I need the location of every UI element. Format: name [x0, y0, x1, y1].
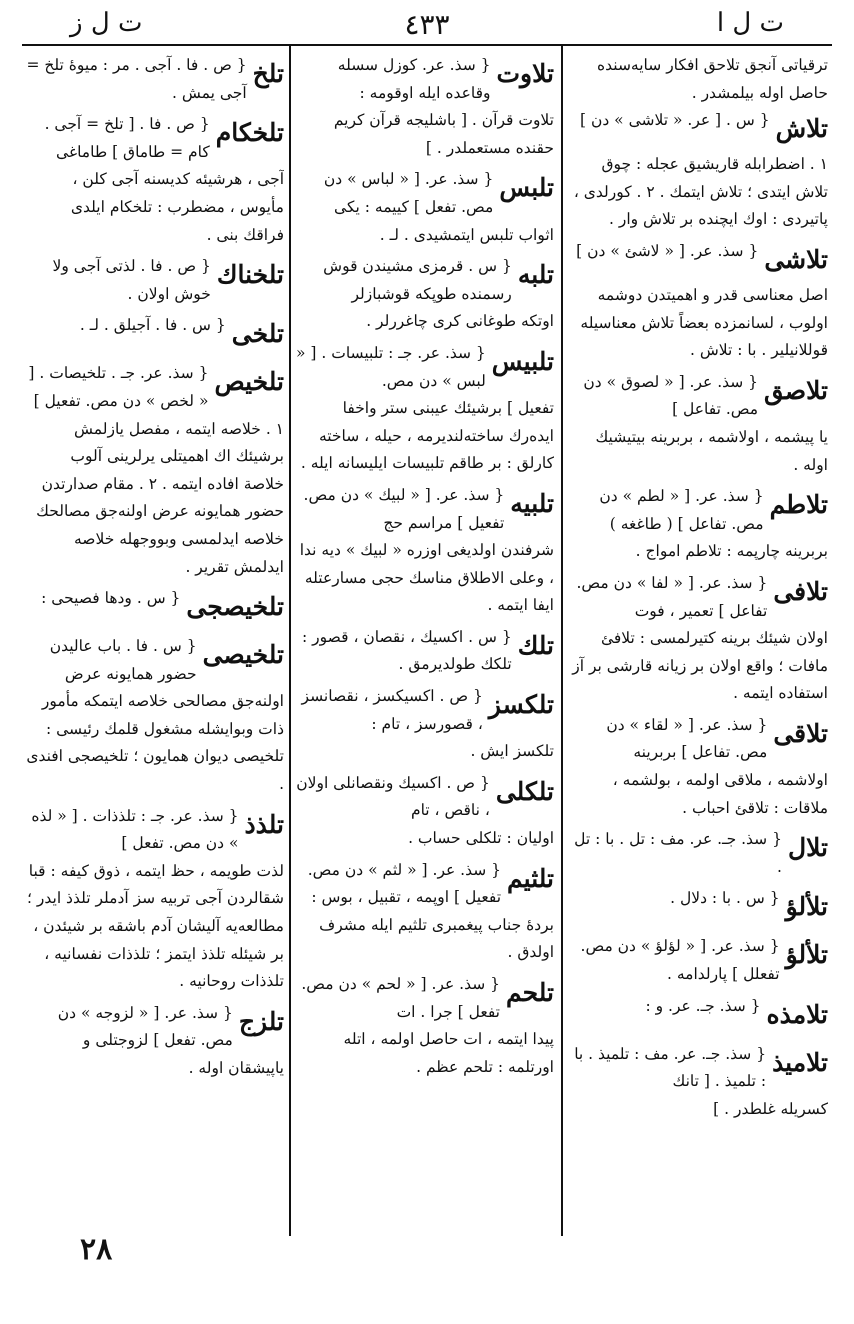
- entry-definition: تلكسز ايش .: [470, 742, 554, 761]
- entry-headword: تلألؤ: [785, 940, 828, 970]
- entry-grammar: { س . فا . آجيلق . لـ .: [79, 316, 226, 335]
- column-right: [570, 52, 828, 1232]
- entry-definition: اوليان : تلكلى حساب .: [408, 829, 554, 848]
- column-intro: ترقياتى آنجق تلاحق افكار سايه‌سنده حاصل اوله بيلمشدر .: [597, 56, 828, 102]
- entry-grammar: { سذ. عر. [ « لباس » دن مص. تفعل ] كييمه : يكى: [323, 170, 494, 216]
- dictionary-entry: [296, 253, 554, 336]
- entry-headword: تلخناك: [216, 260, 284, 290]
- entry-definition: اصل معناسى قدر و اهميتدن دوشمه اولوب ، لسانمزده بعضاً تلاش معناسيله قوللانيلير . با : تلاش .: [580, 285, 828, 360]
- dictionary-entry: [296, 770, 554, 853]
- entry-definition: اولان شيئك برينه كتيرلمسى : تلافئ مافات ؛ واقع اولان بر زيانه قارشى بر آز استفاده ايتمه .: [572, 629, 828, 703]
- entry-grammar: { سذ. عر. [ « لؤلؤ » دن مص. تفعلل ] پارلدامه .: [580, 937, 780, 984]
- entry-grammar: { سذ. جـ. عر. مف : تلميذ . با : تلميذ . [ تانك: [574, 1044, 767, 1091]
- entry-headword: تلخ: [252, 59, 284, 88]
- page-header: [22, 6, 832, 46]
- entry-grammar: { سذ. عر. جـ : تلبيسات . [ « لبس » دن مص.: [296, 343, 486, 390]
- entry-definition: آجى ، هرشيئه كديسنه آجى كلن ، مأيوس ، مضطرب : تلخكام ايلدى فراقك بنى .: [70, 170, 284, 244]
- dictionary-entry: [26, 803, 284, 996]
- entry-headword: تلبيه: [510, 488, 554, 518]
- entry-headword: تلذذ: [244, 809, 284, 839]
- entry-headword: تلخى: [231, 319, 284, 349]
- entry-grammar: { سذ. عر. [ « لحم » دن مص. تفعل ] جرا . ات: [301, 975, 500, 1021]
- dictionary-entry: [296, 971, 554, 1081]
- entry-headword: تلاش: [775, 114, 828, 144]
- entry-grammar: { سذ. جـ. عر. و :: [645, 996, 761, 1015]
- entry-list: [296, 52, 554, 1081]
- dictionary-entry: [570, 993, 828, 1037]
- dictionary-entry: [296, 340, 554, 478]
- dictionary-entry: [570, 826, 828, 881]
- entry-definition: اولاشمه ، ملاقى اولمه ، بولشمه ، ملاقات : تلاقئ احباب .: [612, 771, 828, 817]
- entry-grammar: { سذ. عر. [ « لزوجه » دن مص. تفعل ] لزوجتلى و: [57, 1003, 233, 1050]
- entry-list: [26, 52, 284, 1083]
- entry-grammar: { س . اكسيك ، نقصان ، قصور : تلكك طولديرمق .: [302, 627, 512, 674]
- entry-headword: تلخيصجى: [186, 592, 284, 622]
- dictionary-entry: [570, 483, 828, 566]
- entry-definition: ١ . اضطرابله قاريشيق عجله : چوق تلاش ايتدى ؛ تلاش ايتمك . ٢ . كورلدى ، پاتيردى : اوك ايچنده بر تلاش وار .: [573, 155, 828, 229]
- entry-headword: تلزج: [238, 1006, 284, 1036]
- dictionary-entry: [26, 312, 284, 356]
- entry-headword: تلاطم: [769, 490, 828, 520]
- entry-headword: تلبه: [517, 260, 554, 290]
- dictionary-entry: [570, 107, 828, 234]
- entry-grammar: { ص . فا . [ تلخ = آجى . كام = طاماق ] طاماغى: [44, 115, 210, 161]
- entry-grammar: { ص . فا . لذتى آجى ولا خوش اولان .: [52, 257, 211, 303]
- entry-definition: اوتكه طوغانى كرى چاغررلر .: [366, 312, 554, 331]
- entry-list: [570, 107, 828, 1123]
- dictionary-entry: [26, 253, 284, 308]
- entry-headword: تلخكام: [215, 118, 284, 148]
- entry-grammar: { سذ. عر. [ « لبيك » دن مص. تفعيل ] مراسم حج: [303, 485, 505, 532]
- entry-grammar: { سذ. عر. جـ . تلخيصات . [ « لخص » دن مص. تفعيل ]: [28, 364, 209, 410]
- entry-definition: بربرينه چارپمه : تلاطم امواج .: [635, 542, 828, 561]
- column-left: [26, 52, 284, 1232]
- entry-grammar: { س . ودها فصيحى :: [41, 589, 181, 608]
- dictionary-entry: [296, 683, 554, 766]
- entry-definition: ياپيشقان اوله .: [188, 1059, 284, 1077]
- dictionary-entry: [26, 1000, 284, 1083]
- entry-headword: تلاميذ: [772, 1047, 828, 1077]
- dictionary-entry: [570, 238, 828, 365]
- entry-headword: تلكلى: [495, 776, 554, 806]
- entry-grammar: { سذ. عر. [ « لثم » دن مص. تفعيل ] اوپمه ، تقبيل ، بوس :: [307, 860, 502, 907]
- entry-grammar: { ص . اكسيك ونقصانلى اولان ، ناقص ، تام: [296, 773, 490, 820]
- dictionary-entry: [570, 712, 828, 822]
- entry-headword: تلخيصى: [202, 640, 284, 670]
- entry-definition: لذت طويمه ، حظ ايتمه ، ذوق كيفه : قبا شقالردن آجى تربيه سز آدملر تلذذ ايدر ؛ مطالعەيه آليشان آدم باشقه بر شيئدن ، بر شيئله تلذذ ايتمز ؛ تلذذات نفسانيه ، تلذذات روحانيه .: [27, 861, 284, 991]
- header-right-guide: ت ل ا: [716, 8, 784, 38]
- entry-headword: تلامذه: [766, 999, 828, 1029]
- entry-definition: اثواب تلبس ايتمشيدى . لـ .: [379, 225, 554, 244]
- entry-definition: تلاوت قرآن . [ باشليجه قرآن كريم حقنده مستعملدر . ]: [333, 111, 554, 157]
- dictionary-entry: [570, 885, 828, 929]
- entry-headword: تلبيس: [491, 346, 554, 376]
- entry-grammar: { ص . فا . آجى . مر : ميوۀ تلخ = آجى يمش .: [26, 56, 247, 102]
- dictionary-entry: [296, 482, 554, 620]
- entry-definition: كسريله غلطدر . ]: [713, 1099, 828, 1118]
- dictionary-entry: [26, 52, 284, 107]
- entry-headword: تلال: [787, 833, 828, 863]
- entry-definition: بردۀ جناب پيغمبرى تلثيم ايله مشرف اولدق .: [319, 915, 554, 962]
- entry-headword: تلخيص: [214, 367, 284, 397]
- entry-definition: اولنەجق مصالحى خلاصه ايتمكه مأمور ذات وبوايشله مشغول قلمك رئيسى : تلخيصى ديوان همايون ؛ تلخيصجى افندى .: [26, 692, 284, 794]
- entry-headword: تلافى: [773, 576, 828, 606]
- entry-headword: تلكسز: [488, 690, 554, 720]
- entry-grammar: { سذ. عر. [ « لاشئ » دن ]: [576, 241, 759, 260]
- entry-headword: تلك: [517, 630, 554, 660]
- dictionary-entry: [296, 52, 554, 162]
- entry-grammar: { سذ. عر. جـ : تلذذات . [ « لذه » دن مص. تفعل ]: [31, 806, 239, 853]
- dictionary-entry: [26, 585, 284, 629]
- entry-grammar: { سذ. عر. [ « لصوق » دن مص. تفاعل ]: [583, 372, 759, 419]
- entry-headword: تلثيم: [507, 863, 554, 893]
- entry-definition: ١ . خلاصه ايتمه ، مفصل يازلمش برشيئك اك اهميتلى يرلرينى آلوب خلاصة افاده ايتمه . ٢ . مقام صدارتدن حضور همايونه عرض اولنەجق مصالحك خلاصه ايدلمسى وبووجهله خلاصه ايدلمش تقرير .: [36, 419, 284, 576]
- header-rule: [22, 44, 832, 46]
- entry-grammar: { سذ. عر. [ « لطم » دن مص. تفاعل ] ( طاغغه ): [599, 487, 764, 533]
- entry-grammar: { س . فا . باب عاليدن حضور همايونه عرض: [49, 637, 197, 683]
- entry-headword: تلألؤ: [785, 892, 828, 922]
- entry-grammar: { س . [ عر. « تلاشى » دن ]: [579, 111, 770, 130]
- entry-grammar: { سذ. عر. [ « لقاء » دن مص. تفاعل ] بربرينه: [606, 715, 768, 762]
- dictionary-entry: [570, 570, 828, 708]
- entry-definition: تفعيل ] برشيئك عيبنى ستر واخفا ايدەرك ساختەلندیرمە ، حيله ، ساختە كارلق : بر طاقم تلبيسات ايليسانه ايله .: [300, 399, 554, 473]
- dictionary-entry: [296, 857, 554, 967]
- entry-grammar: { سذ. جـ. عر. مف : تل . با : تل .: [574, 830, 782, 876]
- entry-definition: شرفندن اولديغى اوزره « لبيك » ديه ندا ، وعلى الاطلاق مناسك حجى مسارعتله ايفا ايتمه .: [299, 541, 554, 615]
- entry-headword: تلاقى: [773, 718, 828, 748]
- dictionary-entry: [296, 166, 554, 249]
- entry-headword: تلحم: [505, 978, 554, 1007]
- dictionary-entry: [296, 624, 554, 679]
- column-rule-right: [561, 46, 563, 1236]
- entry-definition: پيدا ايتمه ، ات حاصل اولمه ، اتله اورتلمه : تلحم عظم .: [343, 1030, 554, 1076]
- dictionary-entry: [26, 111, 284, 249]
- entry-headword: تلبس: [499, 173, 554, 203]
- entry-grammar: { س . با : دلال .: [670, 889, 780, 908]
- entry-headword: تلاصق: [764, 375, 828, 405]
- dictionary-entry: [570, 369, 828, 479]
- dictionary-entry: [570, 933, 828, 988]
- dictionary-entry: [570, 1041, 828, 1124]
- entry-grammar: { سذ. عر. [ « لفا » دن مص. تفاعل ] تعمير ، فوت: [576, 573, 768, 620]
- entry-definition: يا پيشمه ، اولاشمه ، بربرينه بيتيشيك اوله .: [595, 427, 828, 474]
- entry-headword: تلاوت: [496, 59, 554, 88]
- entry-headword: تلاشى: [764, 244, 828, 274]
- page-number: ٤٣٣: [404, 8, 450, 41]
- column-middle: [296, 52, 554, 1232]
- signature-mark: ٢٨: [80, 1232, 113, 1267]
- header-left-guide: ت ل ز: [70, 8, 143, 38]
- entry-grammar: { سذ. عر. كوزل سسله وقاعده ايله اوقومه :: [337, 56, 491, 102]
- column-rule-left: [289, 46, 291, 1236]
- dictionary-entry: [26, 360, 284, 581]
- entry-grammar: { س . قرمزى مشيندن قوش رسمنده طوپكه قوشبازلر: [323, 257, 512, 303]
- entry-grammar: { ص . اكسيكسز ، نقصانسز ، قصورسز ، تام :: [301, 687, 483, 733]
- dictionary-entry: [26, 633, 284, 799]
